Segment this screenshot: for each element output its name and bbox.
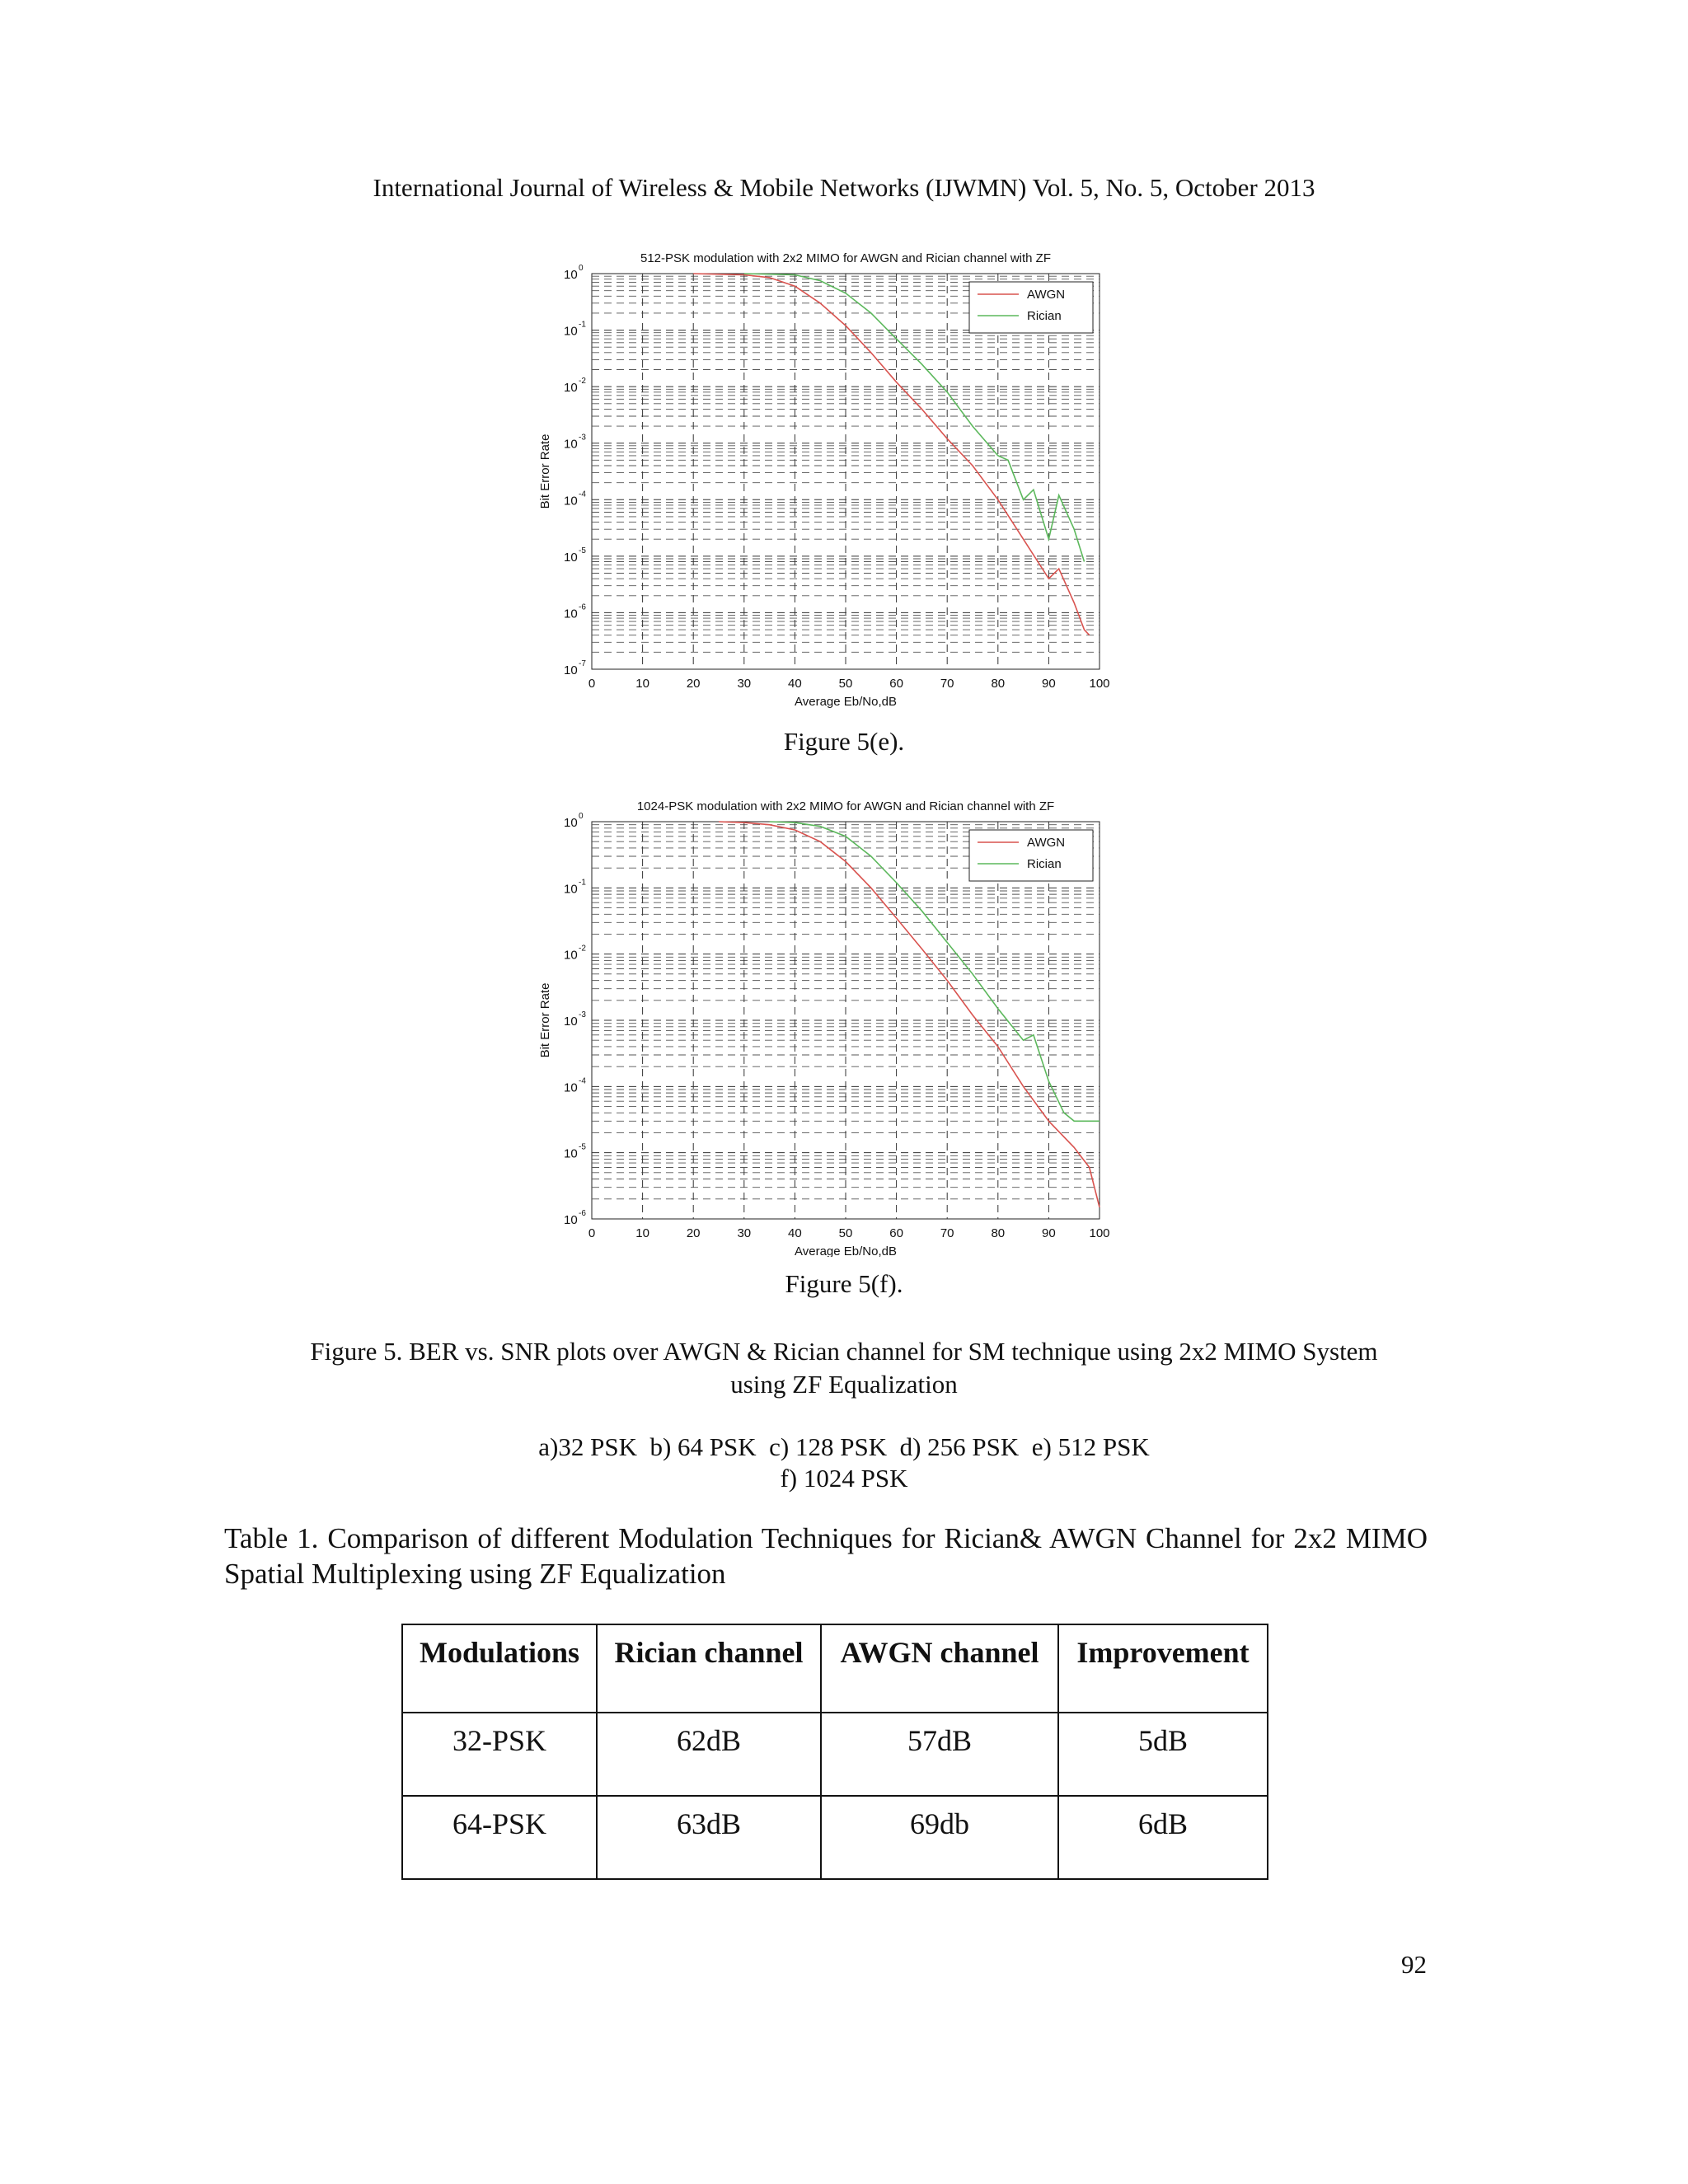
- y-tick-exponent: -1: [579, 878, 586, 888]
- y-tick-exponent: -5: [579, 546, 586, 555]
- table-cell: 6dB: [1058, 1796, 1268, 1879]
- table-cell: 5dB: [1058, 1713, 1268, 1796]
- y-tick-exponent: -5: [579, 1142, 586, 1152]
- legend-label: AWGN: [1027, 836, 1066, 850]
- y-axis-label: Bit Error Rate: [538, 434, 552, 509]
- y-tick-label: 10: [564, 324, 578, 339]
- page-number: 92: [1401, 1950, 1427, 1979]
- x-tick-label: 90: [1042, 1226, 1056, 1240]
- journal-header: International Journal of Wireless & Mobile Networks (IJWMN) Vol. 5, No. 5, October 2013: [373, 173, 1315, 202]
- y-tick-label: 10: [564, 494, 578, 509]
- y-tick-exponent: -7: [579, 659, 586, 668]
- y-tick-exponent: 0: [579, 264, 584, 273]
- ber-chart-1024psk: [511, 787, 1137, 1257]
- x-tick-label: 80: [991, 1226, 1006, 1240]
- table-cell: 57dB: [821, 1713, 1058, 1796]
- table-header-cell: Rician channel: [597, 1624, 821, 1713]
- table-header-cell: Modulations: [402, 1624, 597, 1713]
- x-tick-label: 90: [1042, 677, 1056, 691]
- x-tick-label: 10: [635, 1226, 649, 1240]
- x-tick-label: 70: [940, 1226, 954, 1240]
- x-tick-label: 50: [838, 677, 853, 691]
- y-axis-label: Bit Error Rate: [538, 982, 552, 1058]
- figure-5f: [511, 787, 1137, 1257]
- x-tick-label: 0: [588, 1226, 596, 1240]
- table-cell: 62dB: [597, 1713, 821, 1796]
- legend-label: Rician: [1027, 857, 1062, 871]
- x-axis-label: Average Eb/No,dB: [795, 1244, 897, 1257]
- x-tick-label: 20: [686, 1226, 701, 1240]
- table-cell: 63dB: [597, 1796, 821, 1879]
- x-tick-label: 40: [788, 677, 802, 691]
- figure-subcaption: [223, 1432, 1465, 1494]
- table-row: [402, 1713, 1268, 1796]
- x-tick-label: 30: [737, 677, 752, 691]
- ber-chart-512psk: [511, 239, 1137, 717]
- chart-title: 512-PSK modulation with 2x2 MIMO for AWGN and Rician channel with ZF: [640, 251, 1051, 265]
- y-tick-exponent: -2: [579, 944, 586, 954]
- x-tick-label: 40: [788, 1226, 802, 1240]
- y-tick-label: 10: [564, 381, 578, 396]
- table-header-row: [402, 1624, 1268, 1713]
- y-tick-label: 10: [564, 1015, 578, 1029]
- comparison-table: [401, 1624, 1268, 1880]
- x-tick-label: 50: [838, 1226, 853, 1240]
- y-tick-exponent: -4: [579, 490, 586, 499]
- table-row: [402, 1796, 1268, 1879]
- x-tick-label: 10: [635, 677, 649, 691]
- y-tick-label: 10: [564, 948, 578, 963]
- figure-subcaption-line2: f) 1024 PSK: [780, 1464, 908, 1493]
- y-tick-label: 10: [564, 1146, 578, 1161]
- x-tick-label: 100: [1089, 1226, 1110, 1240]
- x-tick-label: 100: [1089, 677, 1110, 691]
- figure-caption-line1: Figure 5. BER vs. SNR plots over AWGN & Rician channel for SM technique using 2x2 MIMO System: [310, 1337, 1378, 1366]
- y-tick-label: 10: [564, 816, 578, 830]
- y-tick-exponent: -6: [579, 602, 586, 612]
- y-tick-exponent: -3: [579, 1010, 586, 1019]
- y-tick-label: 10: [564, 882, 578, 897]
- y-tick-exponent: -1: [579, 320, 586, 330]
- x-tick-label: 60: [889, 677, 903, 691]
- x-tick-label: 80: [991, 677, 1006, 691]
- x-tick-label: 70: [940, 677, 954, 691]
- y-tick-exponent: -6: [579, 1209, 586, 1218]
- table-header-cell: Improvement: [1058, 1624, 1268, 1713]
- chart-title: 1024-PSK modulation with 2x2 MIMO for AWGN and Rician channel with ZF: [636, 799, 1055, 813]
- y-tick-exponent: -2: [579, 377, 586, 387]
- y-tick-exponent: -3: [579, 433, 586, 443]
- y-tick-label: 10: [564, 1213, 578, 1227]
- table-caption: Table 1. Comparison of different Modulation Techniques for Rician& AWGN Channel for 2x2 MIMO Spatial Multiplexing using ZF Equalization: [224, 1522, 1428, 1590]
- y-tick-label: 10: [564, 437, 578, 452]
- figure-caption-line2: using ZF Equalization: [730, 1370, 958, 1399]
- y-tick-exponent: 0: [579, 812, 584, 821]
- y-tick-label: 10: [564, 550, 578, 565]
- x-tick-label: 0: [588, 677, 596, 691]
- x-tick-label: 60: [889, 1226, 903, 1240]
- y-tick-label: 10: [564, 663, 578, 677]
- figure-caption: [223, 1335, 1465, 1401]
- figure-5e-label: Figure 5(e).: [783, 727, 905, 756]
- table-cell: 64-PSK: [402, 1796, 597, 1879]
- figure-5e: [511, 239, 1137, 717]
- table-cell: 69db: [821, 1796, 1058, 1879]
- x-tick-label: 30: [737, 1226, 752, 1240]
- figure-5f-label: Figure 5(f).: [785, 1269, 903, 1298]
- figure-subcaption-line1: a)32 PSK b) 64 PSK c) 128 PSK d) 256 PSK e) 512 PSK: [538, 1432, 1150, 1461]
- table-cell: 32-PSK: [402, 1713, 597, 1796]
- legend-label: AWGN: [1027, 288, 1066, 302]
- legend-label: Rician: [1027, 309, 1062, 323]
- table-header-cell: AWGN channel: [821, 1624, 1058, 1713]
- x-axis-label: Average Eb/No,dB: [795, 695, 897, 709]
- y-tick-label: 10: [564, 607, 578, 621]
- y-tick-label: 10: [564, 268, 578, 282]
- y-tick-exponent: -4: [579, 1076, 586, 1086]
- x-tick-label: 20: [686, 677, 701, 691]
- y-tick-label: 10: [564, 1080, 578, 1095]
